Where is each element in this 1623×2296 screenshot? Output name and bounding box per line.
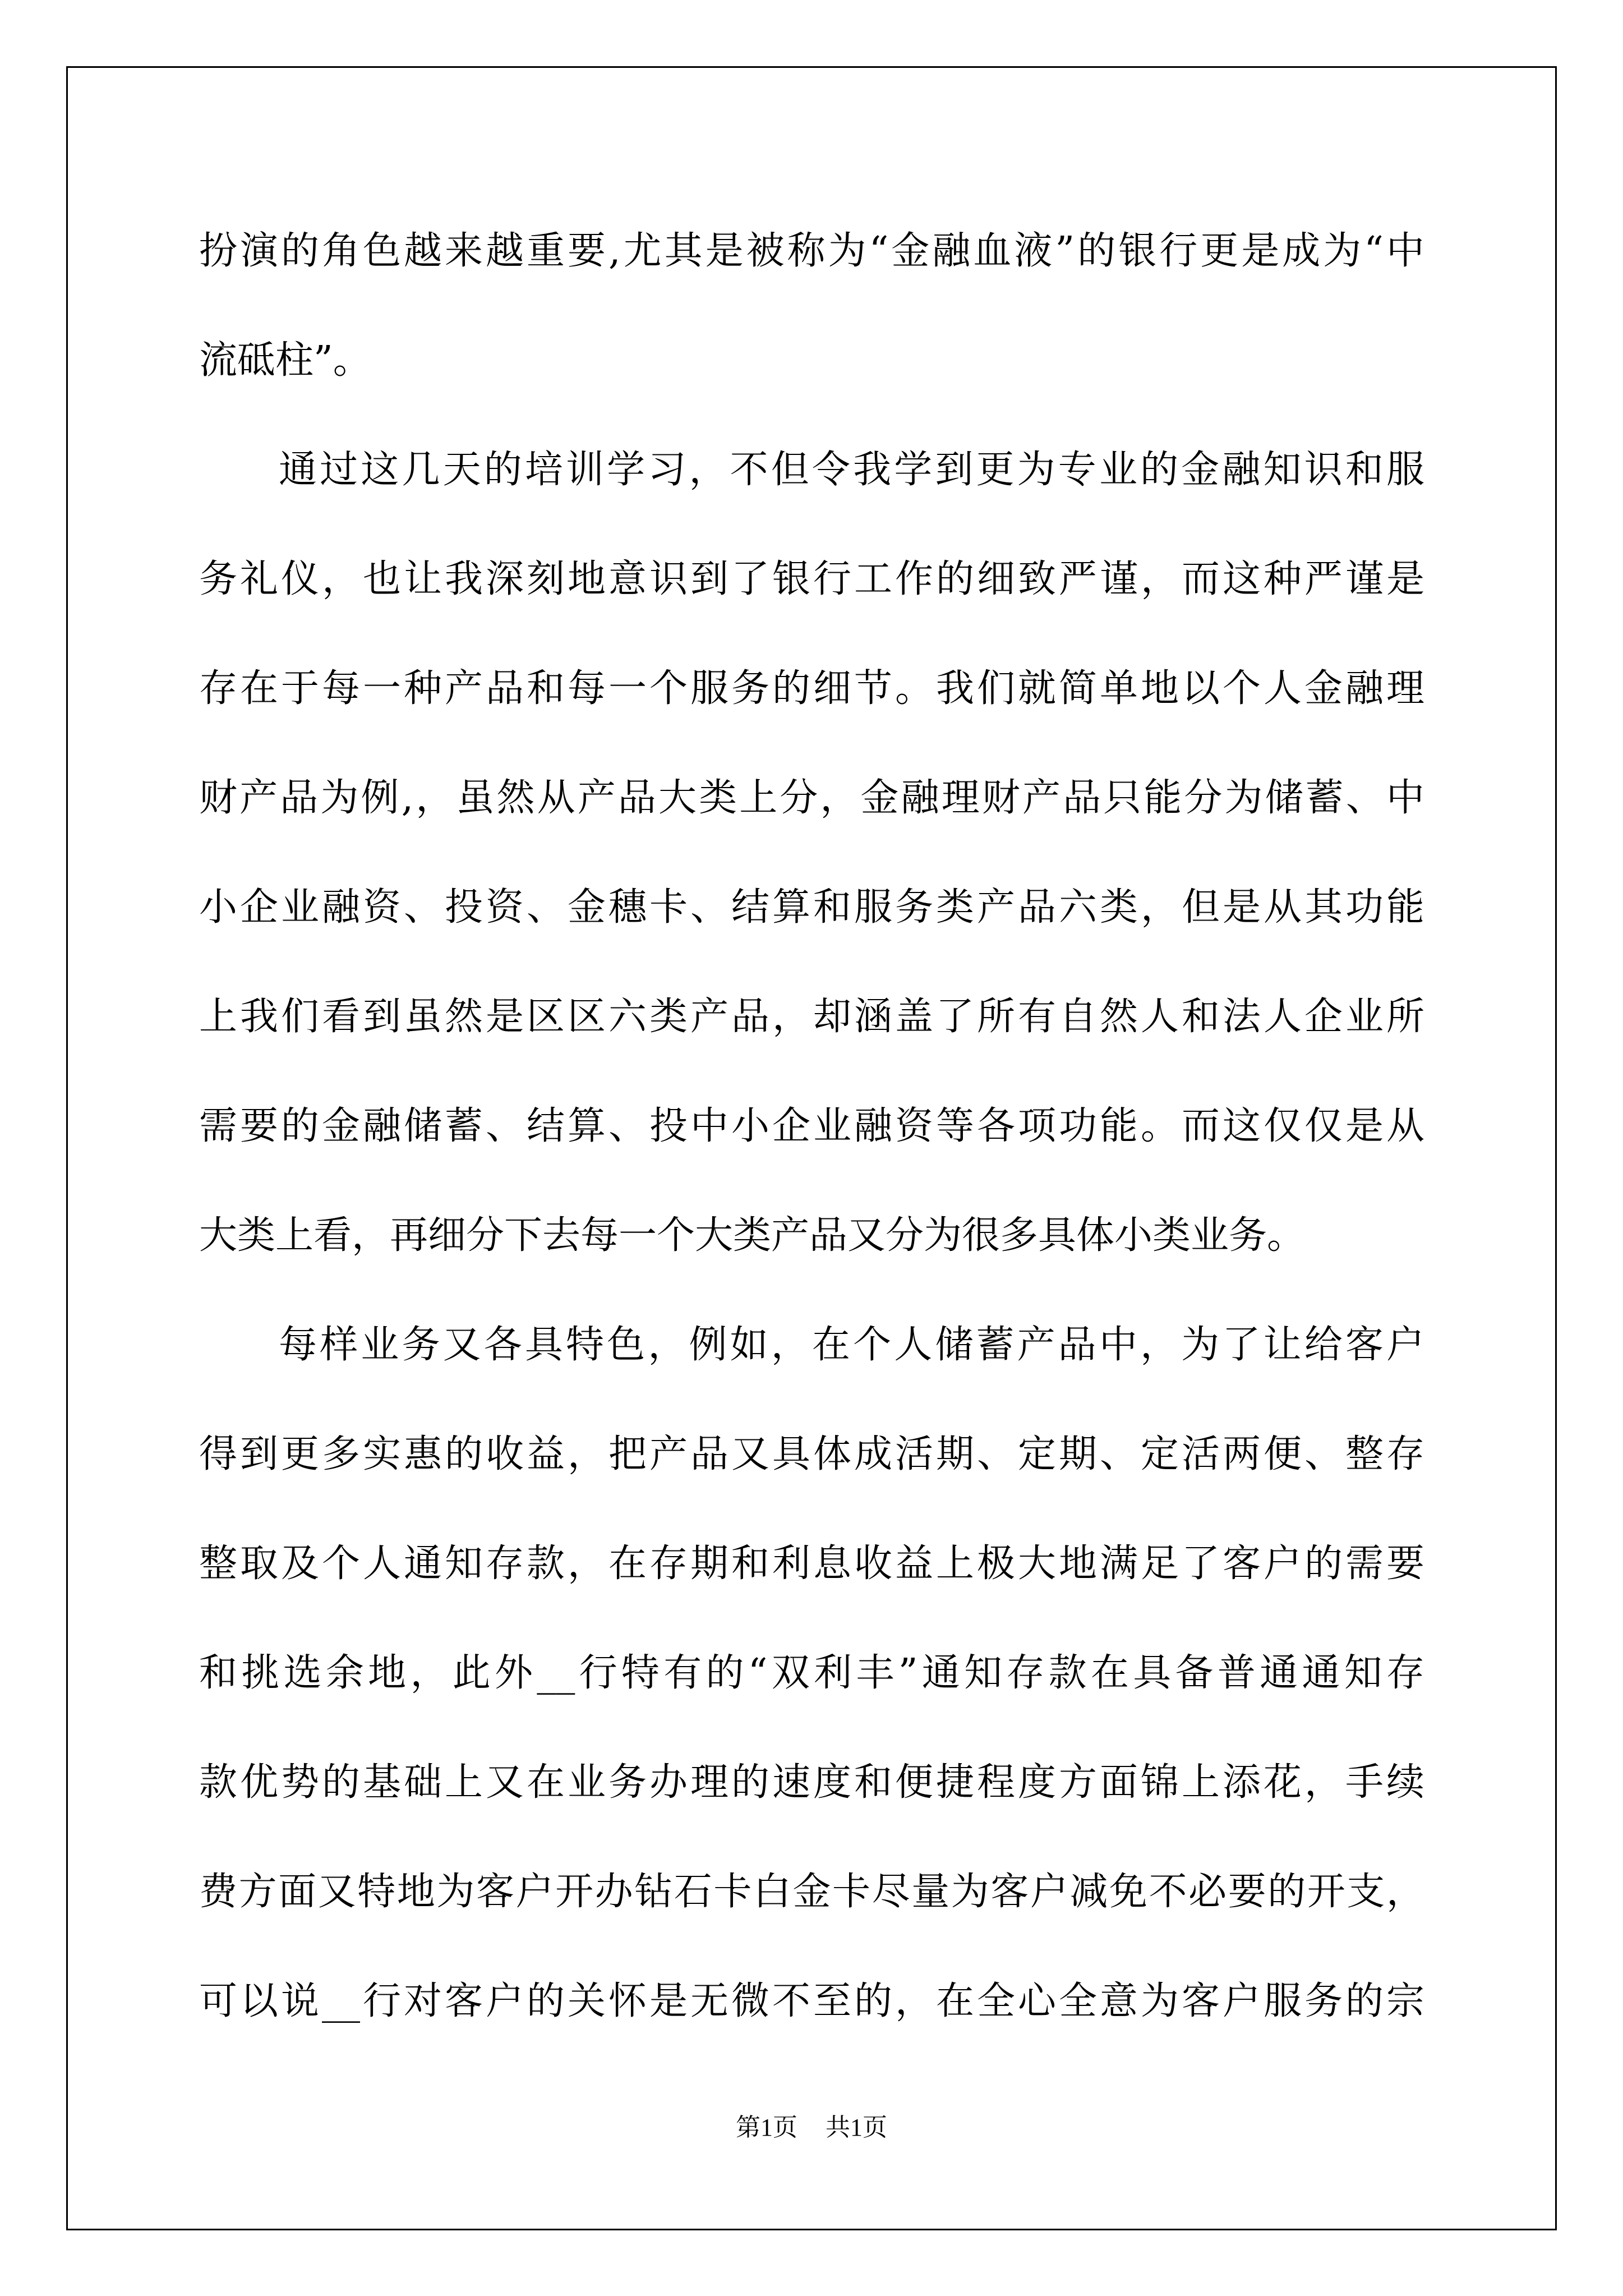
page-footer [0,2107,1623,2143]
text-line-5: 存在于每一种产品和每一个服务的细节。我们就简单地以个人金融理 [199,666,1424,711]
text-line-10: 大类上看，再细分下去每一个大类产品又分为很多具体小类业务。 [199,1213,1306,1258]
text-line-2: 流砥柱”。 [199,338,371,383]
text-line-8: 上我们看到虽然是区区六类产品，却涵盖了所有自然人和法人企业所 [199,995,1424,1039]
text-line-12: 得到更多实惠的收益，把产品又具体成活期、定期、定活两便、整存 [199,1432,1424,1476]
text-line-17: 可以说__行对客户的关怀是无微不至的，在全心全意为客户服务的宗 [199,1979,1424,2023]
text-line-16: 费方面又特地为客户开办钻石卡白金卡尽量为客户减免不必要的开支， [199,1870,1424,1914]
text-line-13: 整取及个人通知存款，在存期和利息收益上极大地满足了客户的需要 [199,1542,1424,1586]
text-line-1: 扮演的角色越来越重要,尤其是被称为“金融血液”的银行更是成为“中 [199,229,1424,273]
paragraph-start-line-11: 每样业务又各具特色，例如，在个人储蓄产品中，为了让给客户 [279,1323,1424,1367]
paragraph-start-line-3: 通过这几天的培训学习，不但令我学到更为专业的金融知识和服 [279,448,1424,492]
document-body [199,196,1424,2056]
text-line-6: 财产品为例,，虽然从产品大类上分，金融理财产品只能分为储蓄、中 [199,776,1424,820]
text-line-9: 需要的金融储蓄、结算、投中小企业融资等各项功能。而这仅仅是从 [199,1104,1424,1148]
page-number-current: 第1页 [736,2114,797,2141]
text-line-7: 小企业融资、投资、金穗卡、结算和服务类产品六类，但是从其功能 [199,885,1424,930]
text-line-14: 和挑选余地，此外__行特有的“双利丰”通知存款在具备普通通知存 [199,1651,1424,1695]
text-line-15: 款优势的基础上又在业务办理的速度和便捷程度方面锦上添花，手续 [199,1760,1424,1805]
text-line-4: 务礼仪，也让我深刻地意识到了银行工作的细致严谨，而这种严谨是 [199,557,1424,601]
page-number-total: 共1页 [826,2114,887,2141]
